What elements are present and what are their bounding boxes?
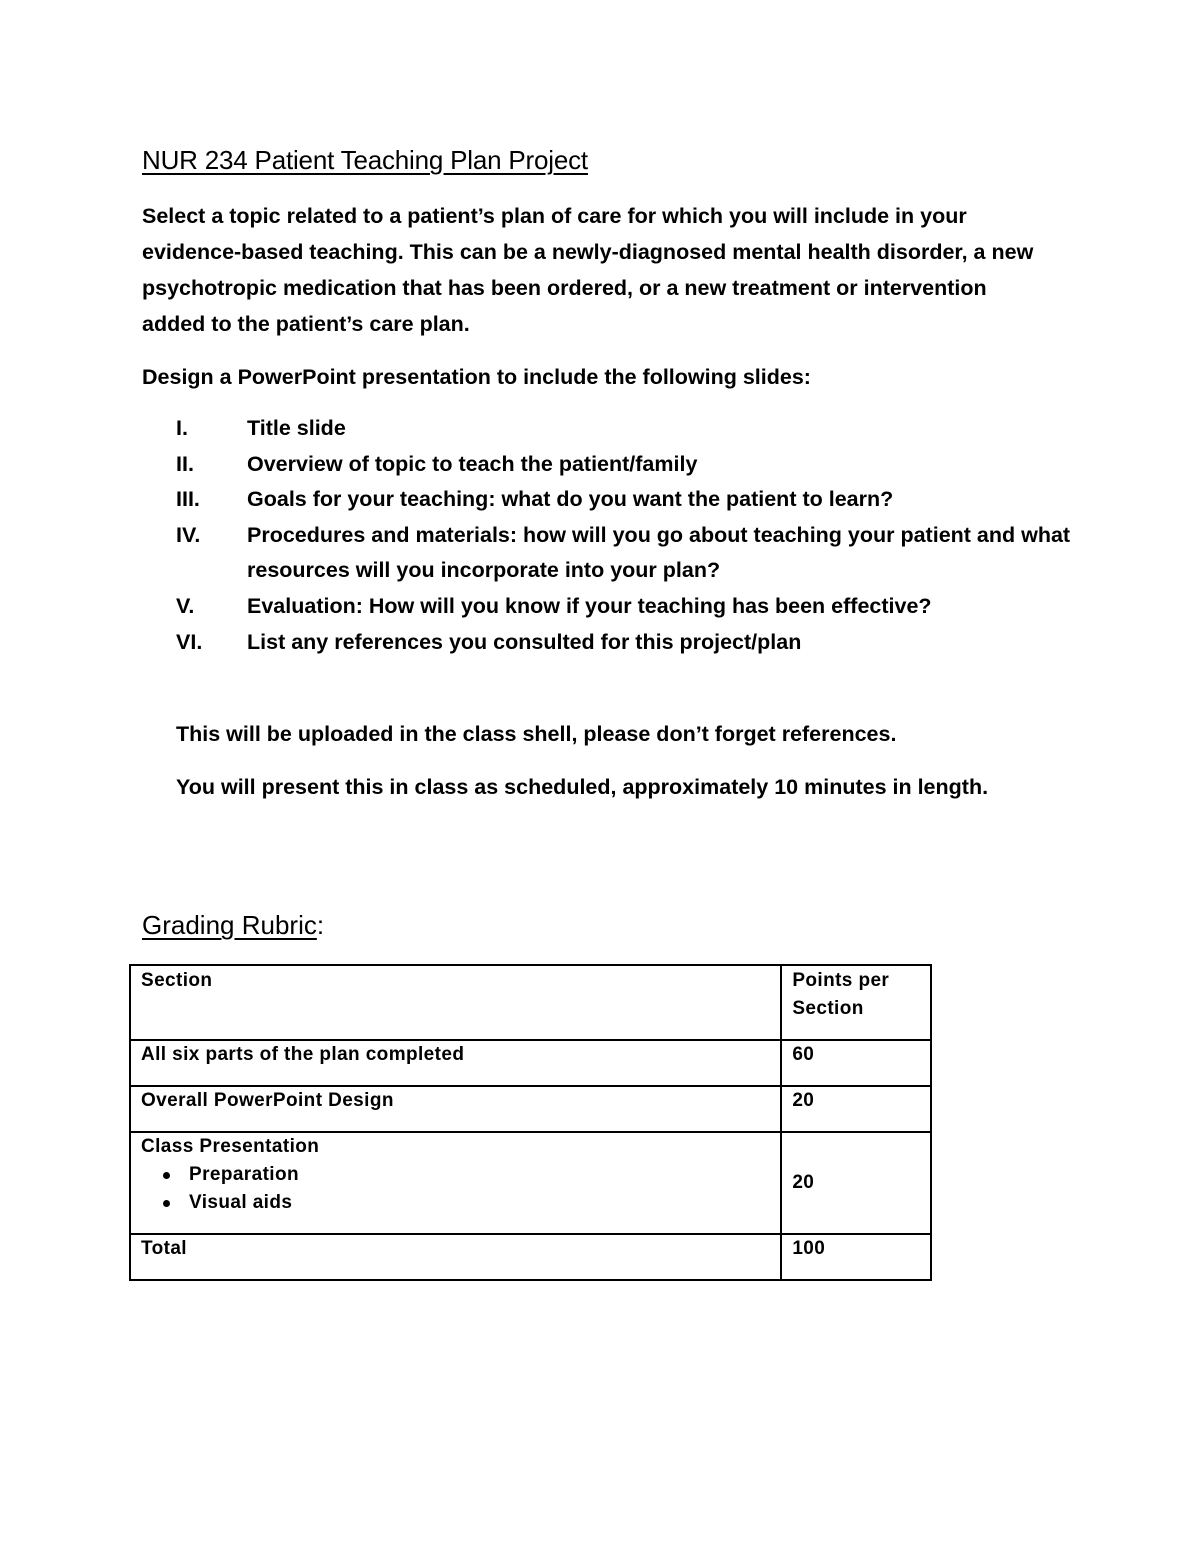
section-cell: [130, 1132, 781, 1234]
design-prompt: Design a PowerPoint presentation to include the following slides:: [142, 365, 811, 389]
total-label-cell: Total: [130, 1234, 781, 1280]
slide-item: [176, 482, 1076, 518]
slide-number: V.: [176, 593, 195, 618]
header-section-cell: Section: [130, 965, 781, 1040]
rubric-heading: [142, 910, 324, 941]
slide-text: Goals for your teaching: what do you want the patient to learn?: [247, 487, 894, 512]
slide-item: [176, 625, 1076, 661]
points-cell: 60: [781, 1040, 931, 1086]
slide-item: [176, 589, 1076, 625]
slide-number: III.: [176, 487, 200, 512]
slide-number: IV.: [176, 522, 201, 547]
table-header-row: [130, 965, 931, 1040]
present-note: You will present this in class as scheduled, approximately 10 minutes in length.: [176, 775, 989, 799]
header-points-cell: Points per Section: [781, 965, 931, 1040]
table-row: [130, 1040, 931, 1086]
rubric-heading-text: Grading Rubric: [142, 910, 317, 940]
slide-item: [176, 411, 1076, 447]
slide-text: Overview of topic to teach the patient/family: [247, 451, 698, 476]
document-title: NUR 234 Patient Teaching Plan Project: [142, 145, 588, 175]
slide-text: Procedures and materials: how will you go about teaching your patient and what resources will you incorporate into your plan?: [247, 522, 1071, 583]
section-label: Class Presentation: [141, 1136, 320, 1157]
slide-number: II.: [176, 451, 194, 476]
bullet-list: [141, 1161, 770, 1217]
table-row: [130, 1132, 931, 1234]
bullet-item: Visual aids: [163, 1189, 770, 1217]
section-cell: Overall PowerPoint Design: [130, 1086, 781, 1132]
intro-paragraph: Select a topic related to a patient’s plan of care for which you will include in your evidence-based teaching. This can be a newly-diagnosed mental health disorder, a new psychotropic medication that has been ordered, or a new treatment or intervention added to the patient’s care plan.: [142, 204, 1034, 336]
table-row-total: [130, 1234, 931, 1280]
slide-number: VI.: [176, 629, 203, 654]
points-cell: 20: [781, 1132, 931, 1234]
slide-item: [176, 447, 1076, 483]
rubric-heading-colon: :: [316, 910, 325, 940]
slide-list: [176, 411, 1076, 660]
slide-item: [176, 518, 1076, 589]
slide-text: Title slide: [247, 416, 346, 440]
slide-text: Evaluation: How will you know if your teaching has been effective?: [247, 593, 932, 618]
bullet-item: Preparation: [163, 1161, 770, 1189]
table-row: [130, 1086, 931, 1132]
slide-number: I.: [176, 416, 188, 440]
grading-rubric-table: [129, 964, 932, 1281]
points-cell: 20: [781, 1086, 931, 1132]
upload-note: This will be uploaded in the class shell, please don’t forget references.: [176, 722, 897, 746]
section-cell: All six parts of the plan completed: [130, 1040, 781, 1086]
slide-text: List any references you consulted for this project/plan: [247, 629, 802, 654]
total-points-cell: 100: [781, 1234, 931, 1280]
